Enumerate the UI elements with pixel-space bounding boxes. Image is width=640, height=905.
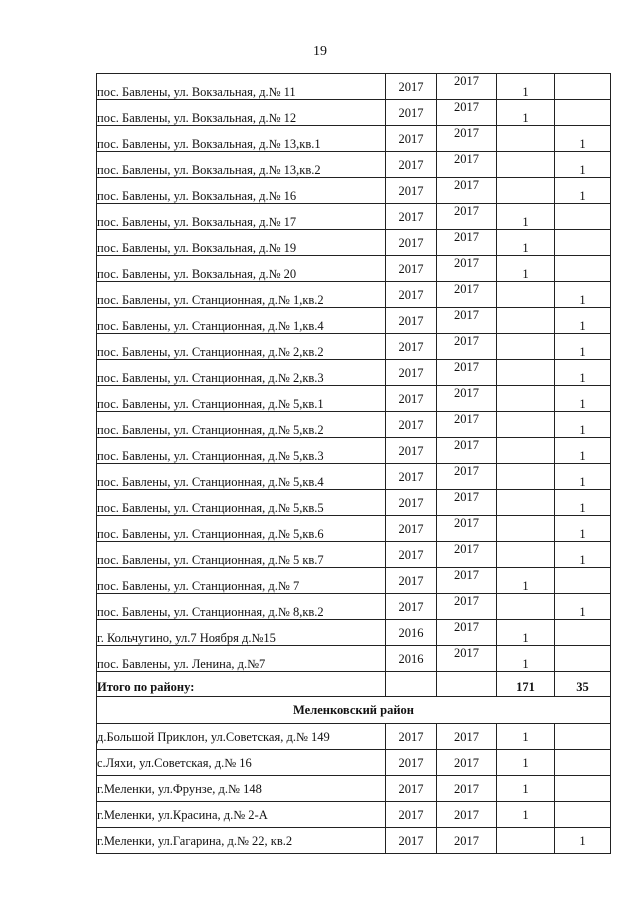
count-col3-cell: 1 — [497, 74, 555, 100]
address-cell: пос. Бавлены, ул. Станционная, д.№ 2,кв.3 — [97, 360, 386, 386]
count-col4-cell: 1 — [555, 178, 611, 204]
count-col4-cell — [555, 620, 611, 646]
total-col4: 35 — [555, 672, 611, 697]
year-end-cell: 2017 — [437, 152, 497, 178]
address-cell: пос. Бавлены, ул. Станционная, д.№ 2,кв.2 — [97, 334, 386, 360]
year-start-cell: 2017 — [386, 802, 437, 828]
table-row — [97, 568, 611, 594]
district-heading: Меленковский район — [97, 697, 611, 724]
count-col4-cell: 1 — [555, 360, 611, 386]
count-col3-cell: 1 — [497, 802, 555, 828]
year-start-cell: 2017 — [386, 464, 437, 490]
year-end-cell: 2017 — [437, 230, 497, 256]
year-end-cell: 2017 — [437, 204, 497, 230]
count-col4-cell — [555, 256, 611, 282]
table-row — [97, 646, 611, 672]
count-col3-cell — [497, 516, 555, 542]
housing-table — [96, 73, 611, 854]
year-end-cell: 2017 — [437, 412, 497, 438]
year-start-cell: 2017 — [386, 334, 437, 360]
count-col4-cell: 1 — [555, 152, 611, 178]
address-cell: пос. Бавлены, ул. Вокзальная, д.№ 20 — [97, 256, 386, 282]
year-start-cell: 2017 — [386, 386, 437, 412]
year-start-cell: 2017 — [386, 360, 437, 386]
table-row — [97, 464, 611, 490]
table-row — [97, 334, 611, 360]
count-col3-cell: 1 — [497, 646, 555, 672]
year-start-cell: 2017 — [386, 74, 437, 100]
count-col3-cell — [497, 412, 555, 438]
count-col3-cell — [497, 334, 555, 360]
table-row — [97, 438, 611, 464]
year-start-cell: 2016 — [386, 620, 437, 646]
address-cell: пос. Бавлены, ул. Станционная, д.№ 5,кв.1 — [97, 386, 386, 412]
address-cell: г. Кольчугино, ул.7 Ноября д.№15 — [97, 620, 386, 646]
address-cell: пос. Бавлены, ул. Станционная, д.№ 5,кв.2 — [97, 412, 386, 438]
count-col3-cell — [497, 152, 555, 178]
table-body-top — [97, 74, 611, 672]
year-start-cell: 2017 — [386, 542, 437, 568]
table-row — [97, 152, 611, 178]
count-col3-cell — [497, 308, 555, 334]
address-cell: г.Меленки, ул.Гагарина, д.№ 22, кв.2 — [97, 828, 386, 854]
table-row — [97, 178, 611, 204]
table-row — [97, 126, 611, 152]
year-start-cell: 2017 — [386, 516, 437, 542]
year-start-cell: 2017 — [386, 438, 437, 464]
table-row — [97, 256, 611, 282]
year-end-cell: 2017 — [437, 542, 497, 568]
count-col3-cell: 1 — [497, 230, 555, 256]
table-row — [97, 516, 611, 542]
count-col3-cell — [497, 126, 555, 152]
year-start-cell: 2017 — [386, 724, 437, 750]
year-start-cell: 2017 — [386, 178, 437, 204]
total-empty-cell — [386, 672, 437, 697]
count-col4-cell: 1 — [555, 308, 611, 334]
table-row — [97, 750, 611, 776]
year-end-cell: 2017 — [437, 776, 497, 802]
table-row — [97, 802, 611, 828]
count-col3-cell — [497, 178, 555, 204]
year-start-cell: 2017 — [386, 776, 437, 802]
table-total-section — [97, 672, 611, 724]
count-col4-cell: 1 — [555, 334, 611, 360]
table-row — [97, 74, 611, 100]
year-end-cell: 2017 — [437, 178, 497, 204]
count-col3-cell — [497, 438, 555, 464]
year-end-cell: 2017 — [437, 256, 497, 282]
page-number: 19 — [313, 44, 327, 59]
count-col4-cell: 1 — [555, 516, 611, 542]
year-start-cell: 2017 — [386, 152, 437, 178]
address-cell: пос. Бавлены, ул. Вокзальная, д.№ 19 — [97, 230, 386, 256]
count-col3-cell: 1 — [497, 100, 555, 126]
address-cell: пос. Бавлены, ул. Станционная, д.№ 7 — [97, 568, 386, 594]
count-col4-cell — [555, 74, 611, 100]
year-end-cell: 2017 — [437, 308, 497, 334]
count-col3-cell: 1 — [497, 568, 555, 594]
address-cell: пос. Бавлены, ул. Ленина, д.№7 — [97, 646, 386, 672]
year-end-cell: 2017 — [437, 360, 497, 386]
count-col4-cell — [555, 230, 611, 256]
table-row — [97, 542, 611, 568]
table-row — [97, 386, 611, 412]
table-row — [97, 776, 611, 802]
address-cell: пос. Бавлены, ул. Станционная, д.№ 5,кв.6 — [97, 516, 386, 542]
year-end-cell: 2017 — [437, 516, 497, 542]
count-col4-cell — [555, 750, 611, 776]
address-cell: пос. Бавлены, ул. Вокзальная, д.№ 17 — [97, 204, 386, 230]
year-start-cell: 2017 — [386, 204, 437, 230]
count-col3-cell: 1 — [497, 620, 555, 646]
count-col3-cell — [497, 464, 555, 490]
address-cell: пос. Бавлены, ул. Станционная, д.№ 5,кв.4 — [97, 464, 386, 490]
table-body-bottom — [97, 724, 611, 854]
year-end-cell: 2017 — [437, 282, 497, 308]
table-row — [97, 724, 611, 750]
total-row — [97, 672, 611, 697]
count-col3-cell: 1 — [497, 776, 555, 802]
year-end-cell: 2017 — [437, 100, 497, 126]
year-end-cell: 2017 — [437, 750, 497, 776]
address-cell: пос. Бавлены, ул. Вокзальная, д.№ 16 — [97, 178, 386, 204]
count-col3-cell: 1 — [497, 204, 555, 230]
address-cell: пос. Бавлены, ул. Вокзальная, д.№ 13,кв.2 — [97, 152, 386, 178]
district-heading-row — [97, 697, 611, 724]
count-col3-cell — [497, 386, 555, 412]
year-start-cell: 2017 — [386, 412, 437, 438]
address-cell: пос. Бавлены, ул. Вокзальная, д.№ 12 — [97, 100, 386, 126]
table-row — [97, 308, 611, 334]
count-col3-cell — [497, 360, 555, 386]
year-end-cell: 2017 — [437, 438, 497, 464]
count-col4-cell — [555, 724, 611, 750]
year-start-cell: 2017 — [386, 594, 437, 620]
year-end-cell: 2017 — [437, 334, 497, 360]
total-empty-cell — [437, 672, 497, 697]
year-start-cell: 2017 — [386, 750, 437, 776]
year-start-cell: 2017 — [386, 100, 437, 126]
count-col4-cell — [555, 100, 611, 126]
count-col4-cell: 1 — [555, 542, 611, 568]
count-col4-cell: 1 — [555, 126, 611, 152]
count-col4-cell — [555, 204, 611, 230]
count-col4-cell: 1 — [555, 386, 611, 412]
total-label: Итого по району: — [97, 672, 386, 697]
address-cell: пос. Бавлены, ул. Станционная, д.№ 8,кв.2 — [97, 594, 386, 620]
address-cell: пос. Бавлены, ул. Станционная, д.№ 1,кв.4 — [97, 308, 386, 334]
count-col3-cell — [497, 594, 555, 620]
total-col3: 171 — [497, 672, 555, 697]
year-end-cell: 2017 — [437, 724, 497, 750]
table-row — [97, 828, 611, 854]
address-cell: д.Большой Приклон, ул.Советская, д.№ 149 — [97, 724, 386, 750]
address-cell: г.Меленки, ул.Фрунзе, д.№ 148 — [97, 776, 386, 802]
table-row — [97, 490, 611, 516]
year-start-cell: 2017 — [386, 230, 437, 256]
address-cell: с.Ляхи, ул.Советская, д.№ 16 — [97, 750, 386, 776]
address-cell: пос. Бавлены, ул. Вокзальная, д.№ 11 — [97, 74, 386, 100]
table-row — [97, 230, 611, 256]
count-col3-cell — [497, 828, 555, 854]
table-row — [97, 204, 611, 230]
address-cell: пос. Бавлены, ул. Станционная, д.№ 5 кв.7 — [97, 542, 386, 568]
count-col3-cell: 1 — [497, 256, 555, 282]
count-col3-cell: 1 — [497, 724, 555, 750]
count-col3-cell: 1 — [497, 750, 555, 776]
count-col4-cell — [555, 776, 611, 802]
year-end-cell: 2017 — [437, 464, 497, 490]
year-end-cell: 2017 — [437, 126, 497, 152]
year-end-cell: 2017 — [437, 594, 497, 620]
count-col4-cell — [555, 802, 611, 828]
year-end-cell: 2017 — [437, 386, 497, 412]
table-row — [97, 594, 611, 620]
year-start-cell: 2017 — [386, 126, 437, 152]
year-end-cell: 2017 — [437, 828, 497, 854]
year-start-cell: 2017 — [386, 568, 437, 594]
year-start-cell: 2017 — [386, 256, 437, 282]
count-col4-cell: 1 — [555, 464, 611, 490]
year-end-cell: 2017 — [437, 490, 497, 516]
year-start-cell: 2016 — [386, 646, 437, 672]
count-col4-cell — [555, 568, 611, 594]
year-end-cell: 2017 — [437, 74, 497, 100]
count-col3-cell — [497, 542, 555, 568]
table-row — [97, 282, 611, 308]
table-row — [97, 620, 611, 646]
count-col3-cell — [497, 282, 555, 308]
address-cell: пос. Бавлены, ул. Станционная, д.№ 5,кв.5 — [97, 490, 386, 516]
address-cell: пос. Бавлены, ул. Станционная, д.№ 5,кв.3 — [97, 438, 386, 464]
year-start-cell: 2017 — [386, 308, 437, 334]
count-col4-cell: 1 — [555, 438, 611, 464]
table-row — [97, 360, 611, 386]
table-row — [97, 100, 611, 126]
count-col4-cell: 1 — [555, 282, 611, 308]
count-col4-cell: 1 — [555, 412, 611, 438]
table-row — [97, 412, 611, 438]
count-col3-cell — [497, 490, 555, 516]
year-start-cell: 2017 — [386, 828, 437, 854]
year-end-cell: 2017 — [437, 802, 497, 828]
address-cell: пос. Бавлены, ул. Станционная, д.№ 1,кв.2 — [97, 282, 386, 308]
count-col4-cell: 1 — [555, 594, 611, 620]
address-cell: г.Меленки, ул.Красина, д.№ 2-А — [97, 802, 386, 828]
year-start-cell: 2017 — [386, 282, 437, 308]
count-col4-cell: 1 — [555, 828, 611, 854]
count-col4-cell: 1 — [555, 490, 611, 516]
count-col4-cell — [555, 646, 611, 672]
year-start-cell: 2017 — [386, 490, 437, 516]
address-cell: пос. Бавлены, ул. Вокзальная, д.№ 13,кв.1 — [97, 126, 386, 152]
year-end-cell: 2017 — [437, 646, 497, 672]
year-end-cell: 2017 — [437, 568, 497, 594]
year-end-cell: 2017 — [437, 620, 497, 646]
